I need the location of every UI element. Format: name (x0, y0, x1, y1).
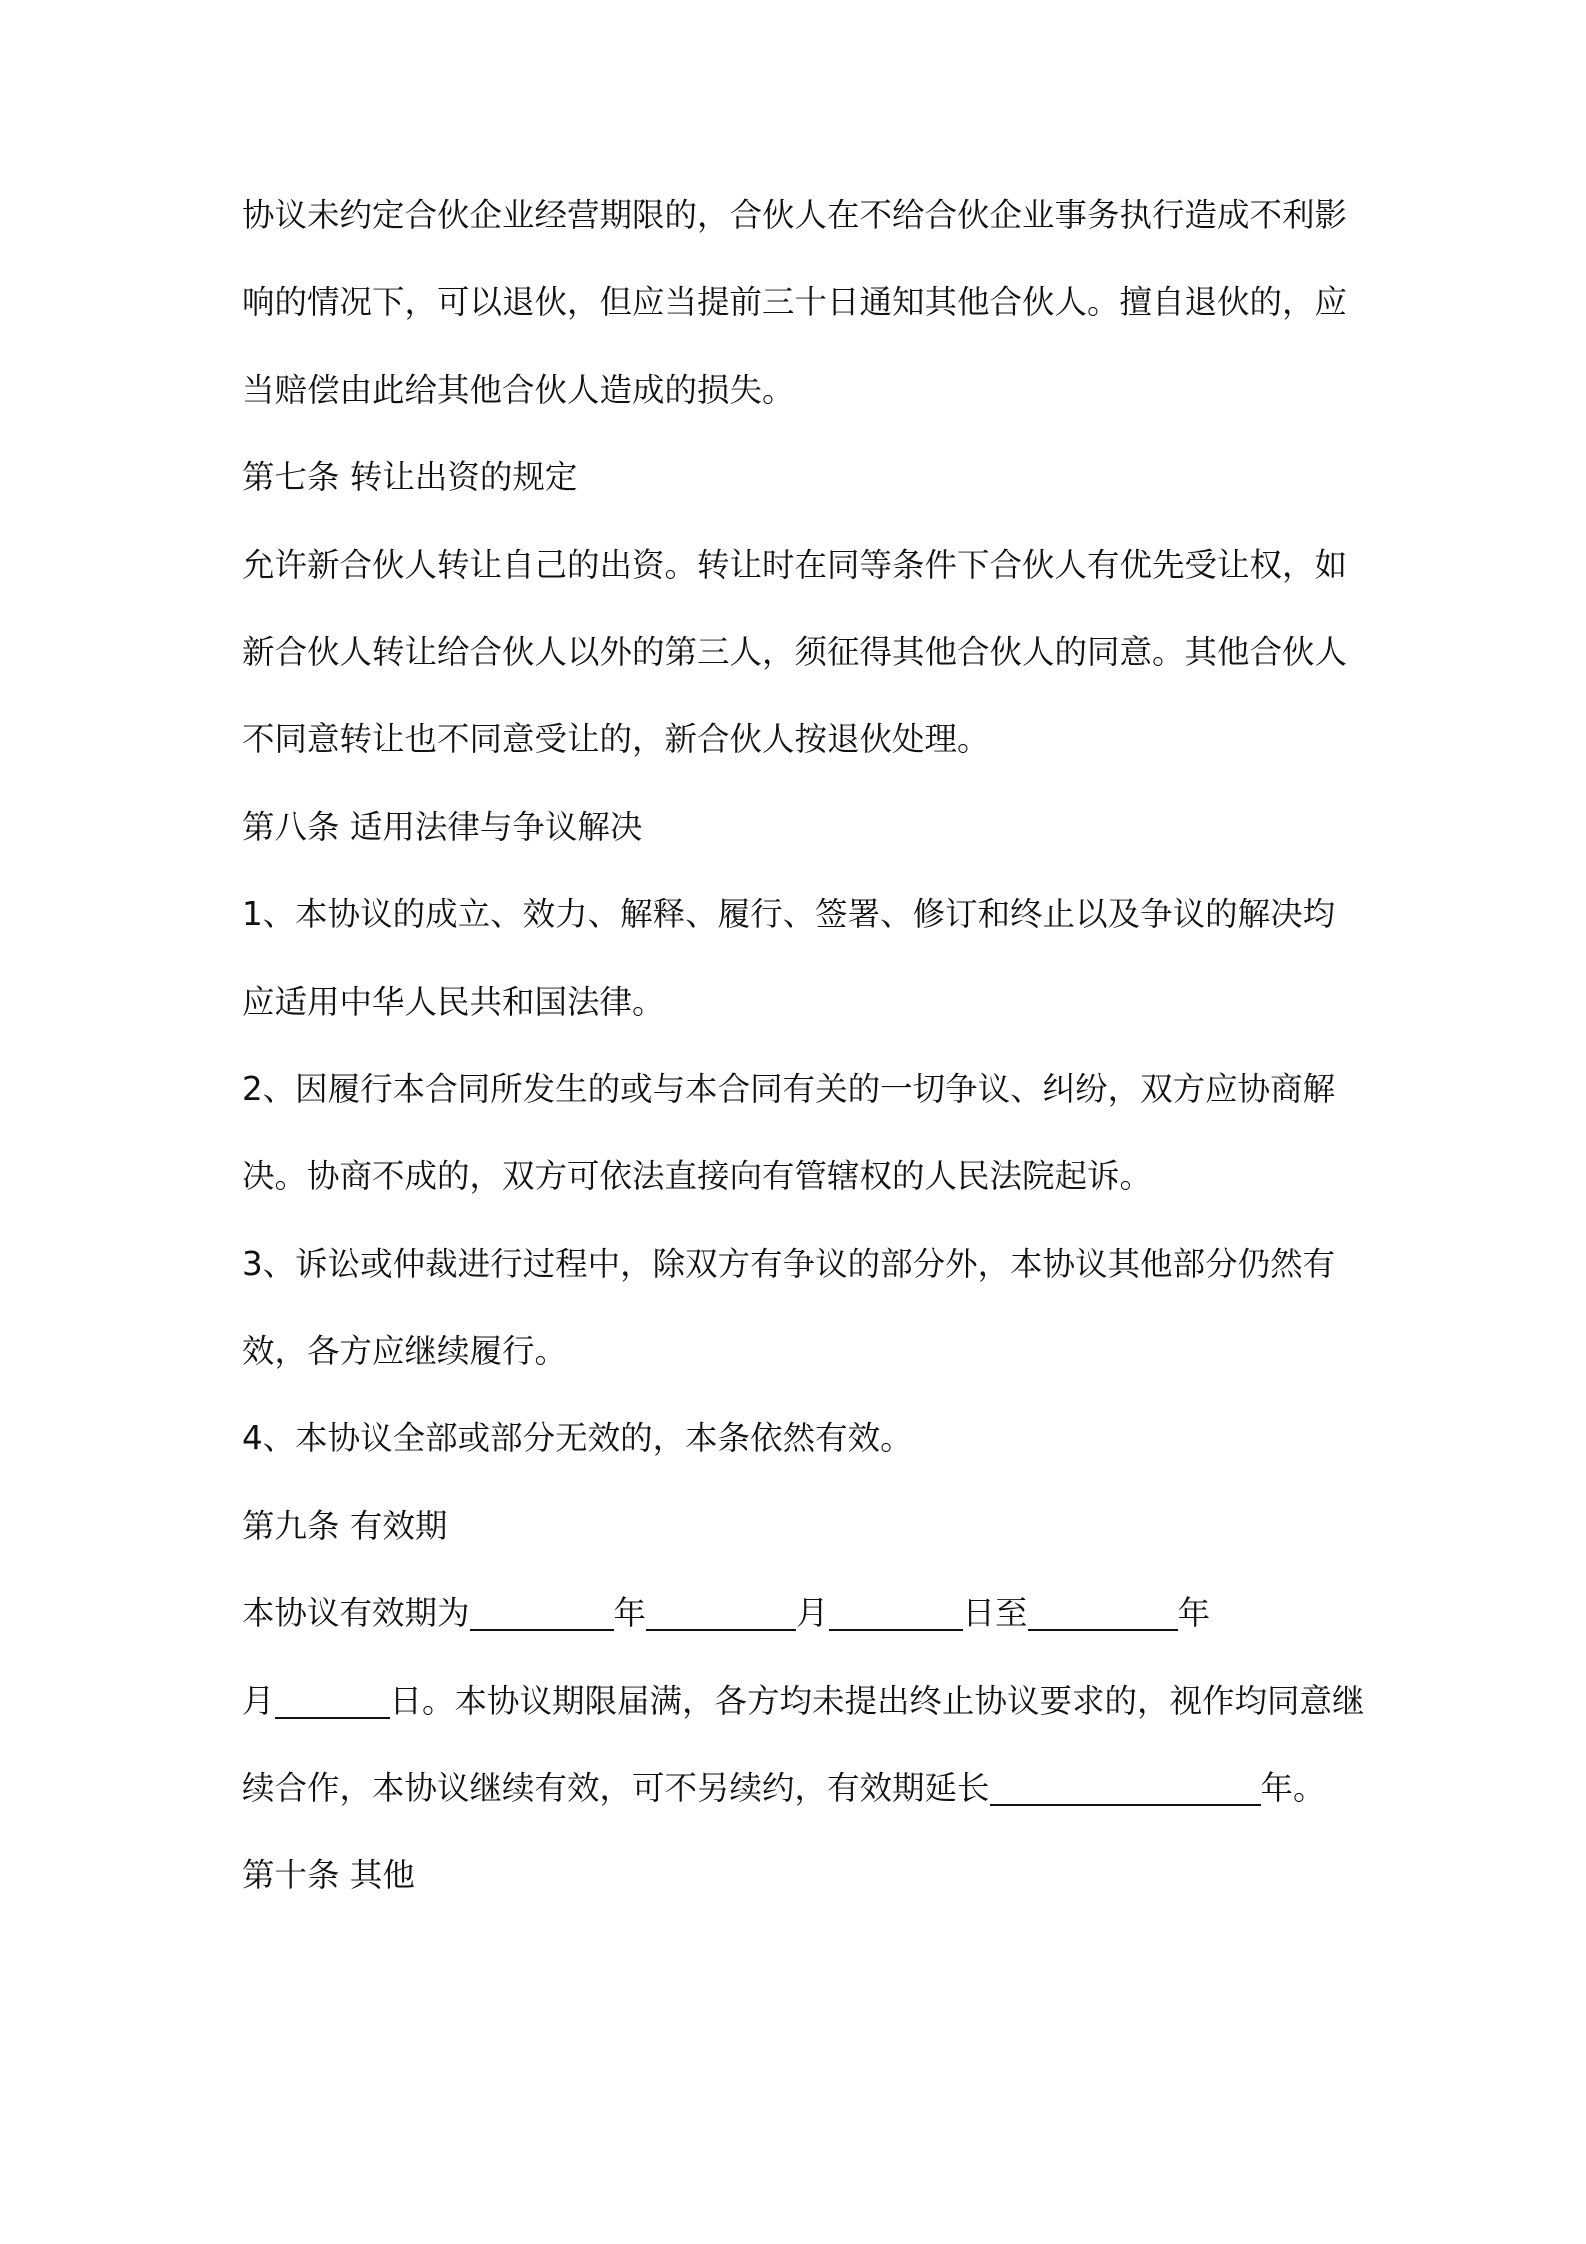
section-heading-article-7: 第七条 转让出资的规定 (242, 458, 578, 497)
paragraph-line: 新合伙人转让给合伙人以外的第三人，须征得其他合伙人的同意。其他合伙人 (242, 632, 1348, 671)
clause-line: 3、诉讼或仲裁进行过程中，除双方有争议的部分外，本协议其他部分仍然有 (242, 1244, 1336, 1283)
blank-start-day (829, 1599, 963, 1631)
clause-line: 应适用中华人民共和国法律。 (242, 982, 665, 1021)
validity-text: 日至 (962, 1594, 1028, 1633)
paragraph-line: 允许新合伙人转让自己的出资。转让时在同等条件下合伙人有优先受让权，如 (242, 545, 1348, 584)
document-body (242, 172, 1462, 1920)
validity-line-2 (242, 1658, 1462, 1745)
blank-extension-years (990, 1774, 1261, 1806)
validity-text: 日。本协议期限届满，各方均未提出终止协议要求的，视作均同意继 (389, 1681, 1365, 1720)
validity-text: 本协议有效期为 (242, 1594, 470, 1633)
paragraph-line: 响的情况下，可以退伙，但应当提前三十日通知其他合伙人。擅自退伙的，应 (242, 283, 1348, 322)
clause-line: 1、本协议的成立、效力、解释、履行、签署、修订和终止以及争议的解决均 (242, 895, 1336, 934)
blank-end-year (1028, 1599, 1178, 1631)
section-heading-article-9: 第九条 有效期 (242, 1506, 448, 1545)
clause-line: 4、本协议全部或部分无效的，本条依然有效。 (242, 1419, 913, 1458)
validity-text: 续合作，本协议继续有效，可不另续约，有效期延长 (242, 1769, 990, 1808)
section-heading-article-8: 第八条 适用法律与争议解决 (242, 807, 643, 846)
validity-text: 年 (1177, 1594, 1211, 1633)
blank-start-year (470, 1599, 614, 1631)
paragraph-line: 当赔偿由此给其他合伙人造成的损失。 (242, 370, 795, 409)
blank-end-day (275, 1687, 390, 1719)
validity-text: 月 (242, 1681, 275, 1720)
validity-text: 月 (796, 1594, 829, 1633)
blank-start-month (646, 1599, 796, 1631)
paragraph-line: 协议未约定合伙企业经营期限的，合伙人在不给合伙企业事务执行造成不利影 (242, 196, 1348, 234)
section-heading-article-10: 第十条 其他 (242, 1856, 415, 1895)
clause-line: 2、因履行本合同所发生的或与本合同有关的一切争议、纠纷，双方应协商解 (242, 1069, 1336, 1108)
clause-line: 效，各方应继续履行。 (242, 1332, 568, 1371)
paragraph-line: 不同意转让也不同意受让的，新合伙人按退伙处理。 (242, 720, 990, 759)
validity-text: 年。 (1260, 1769, 1326, 1808)
validity-text: 年 (613, 1594, 647, 1633)
clause-line: 决。协商不成的，双方可依法直接向有管辖权的人民法院起诉。 (242, 1157, 1153, 1196)
validity-line-1 (242, 1570, 1462, 1657)
validity-line-3 (242, 1745, 1462, 1832)
